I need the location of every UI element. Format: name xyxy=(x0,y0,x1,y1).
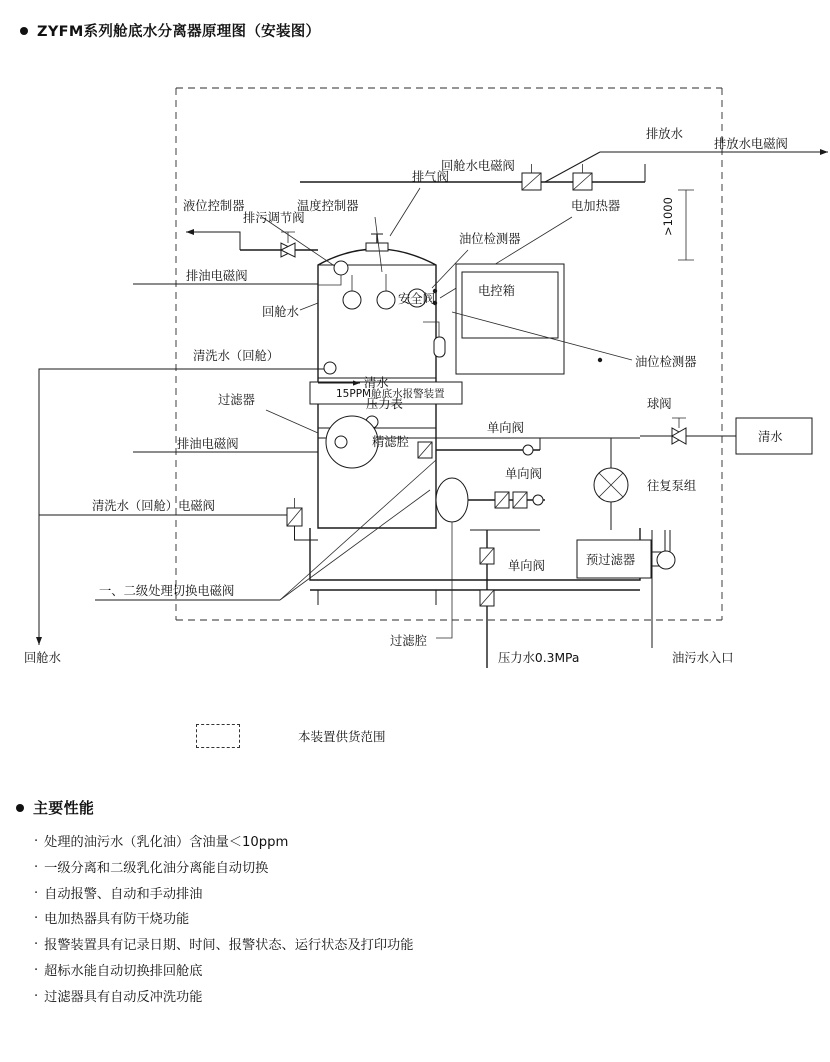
label-electric-heater: 电加热器 xyxy=(571,199,621,213)
wash-water-return xyxy=(53,362,336,374)
electric-control-box xyxy=(456,264,564,374)
oil-level-detector-right xyxy=(598,358,602,362)
label-return-bilge-water: 回舱水 xyxy=(262,305,299,319)
list-marker: · xyxy=(34,859,39,875)
list-item xyxy=(34,859,654,879)
list-marker: · xyxy=(34,834,39,849)
label-fine-filter-chamber: 精滤腔 xyxy=(372,435,409,449)
label-return-bilge-solenoid: 回舱水电磁阀 xyxy=(441,159,515,173)
legend xyxy=(196,724,386,748)
list-item xyxy=(34,885,654,905)
check-valve-2 xyxy=(436,478,545,522)
label-vent-valve: 排气阀 xyxy=(412,170,449,184)
list-item-label: 过滤器具有自动反冲洗功能 xyxy=(44,989,203,1005)
oil-drain-solenoid-2 xyxy=(133,436,347,452)
safety-valve xyxy=(423,322,445,357)
label-oil-drain-solenoid-2: 排油电磁阀 xyxy=(177,437,239,451)
label-sludge-regulating-valve: 排污调节阀 xyxy=(243,211,305,225)
list-item-label: 自动报警、自动和手动排油 xyxy=(44,886,203,902)
list-marker: · xyxy=(34,885,39,901)
performance-heading xyxy=(16,797,94,818)
list-marker: · xyxy=(34,988,39,1004)
list-item xyxy=(34,962,654,982)
clean-water-tank xyxy=(736,418,812,454)
performance-heading-label: 主要性能 xyxy=(33,799,95,817)
page-title-label: ZYFM系列舱底水分离器原理图（安装图） xyxy=(37,24,321,40)
svg-text:清水: 清水 xyxy=(758,430,783,444)
check-valve-3 xyxy=(470,530,540,668)
label-filter-chamber: 过滤腔 xyxy=(390,634,427,648)
page-title xyxy=(20,20,320,41)
bullet-icon xyxy=(16,804,24,812)
temperature-controller xyxy=(377,274,395,309)
label-check-valve-3: 单向阀 xyxy=(508,559,545,573)
schematic-diagram xyxy=(0,60,830,780)
svg-text:预过滤器: 预过滤器 xyxy=(586,553,636,567)
label-drain-solenoid-right xyxy=(714,136,788,151)
list-item-label: 超标水能自动切换排回舱底 xyxy=(44,964,203,980)
fine-filter-chamber xyxy=(326,416,378,468)
valve-return-bilge-solenoid xyxy=(522,164,541,190)
label-return-bilge-bottom: 回舱水 xyxy=(24,651,61,665)
level-controller xyxy=(343,275,361,309)
label-wash-water-return-solenoid: 清洗水（回舱）电磁阀 xyxy=(92,499,215,513)
label-wash-water-return: 清洗水（回舱） xyxy=(193,349,280,363)
bullet-icon xyxy=(20,27,28,35)
performance-list xyxy=(34,833,654,1014)
list-item xyxy=(34,988,654,1008)
label-oil-level-detector-top: 油位检测器 xyxy=(459,232,521,246)
sludge-regulating-valve xyxy=(240,232,318,257)
label-level-controller: 液位控制器 xyxy=(183,199,245,213)
label-oil-level-detector-right: 油位检测器 xyxy=(635,355,697,369)
list-item xyxy=(34,833,654,853)
label-check-valve-2: 单向阀 xyxy=(505,467,542,481)
list-marker: · xyxy=(34,911,39,927)
list-marker: · xyxy=(34,963,39,979)
label-oily-water-inlet: 油污水入口 xyxy=(672,651,734,665)
list-item-label: 报警装置具有记录日期、时间、报警状态、运行状态及打印功能 xyxy=(44,938,414,954)
label-filter: 过滤器 xyxy=(218,393,255,407)
list-item-label: 一级分离和二级乳化油分离能自动切换 xyxy=(44,860,269,876)
legend-dashed-box-icon xyxy=(196,724,240,748)
list-item xyxy=(34,936,654,956)
label-temperature-controller: 温度控制器 xyxy=(297,199,359,213)
list-item-label: 电加热器具有防干烧功能 xyxy=(44,912,190,928)
label-pressure-water: 压力水0.3MPa xyxy=(498,651,580,665)
label-ball-valve: 球阀 xyxy=(647,397,672,411)
label-height-dim: >1000 xyxy=(661,197,675,236)
pre-filter xyxy=(577,530,675,578)
list-item xyxy=(34,910,654,930)
label-electric-control-box: 电控箱 xyxy=(478,284,515,298)
label-safety-valve: 安全阀 xyxy=(398,292,435,306)
label-oil-drain-solenoid-1: 排油电磁阀 xyxy=(186,269,248,283)
label-alarm-device: 15PPM舱底水报警装置 xyxy=(336,388,445,400)
svg-text:排放水电磁阀: 排放水电磁阀 xyxy=(714,137,788,151)
label-drain-water: 排放水 xyxy=(646,127,683,141)
list-item-label: 处理的油污水（乳化油）含油量＜10ppm xyxy=(44,835,289,850)
label-pressure-gauge: 压力表 xyxy=(366,397,403,411)
reciprocating-pump xyxy=(594,438,628,530)
valve-drain-solenoid xyxy=(573,164,592,190)
list-marker: · xyxy=(34,937,39,953)
label-reciprocating-pump: 往复泵组 xyxy=(647,479,697,493)
label-stage-switch-solenoid: 一、二级处理切换电磁阀 xyxy=(99,584,235,598)
label-check-valve-1: 单向阀 xyxy=(487,421,524,435)
legend-label: 本装置供货范围 xyxy=(298,729,386,744)
label-clean-water-inner: 清水 xyxy=(364,376,389,390)
